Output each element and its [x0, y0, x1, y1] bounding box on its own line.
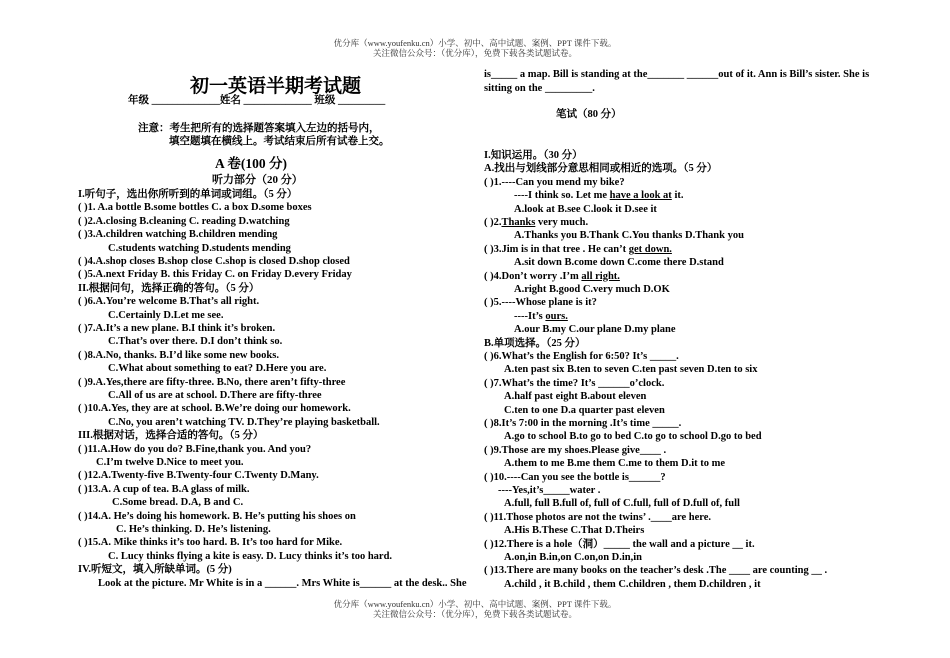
right-line-32: ( )13.There are many books on the teacher’s desk .The ____ are counting __ . — [484, 565, 828, 577]
right-line-26: ----Yes,it’s_____water . — [498, 485, 601, 496]
underlined-phrase: ours. — [545, 310, 568, 322]
right-line-20: C.ten to one D.a quarter past eleven — [504, 404, 665, 416]
right-line-19: A.half past eight B.about eleven — [504, 391, 647, 403]
right-line-7: A.Thanks you B.Thank C.You thanks D.Thank you — [514, 230, 744, 242]
notice-line-1: 注意：考生把所有的选择题答案填入左边的括号内， — [138, 123, 380, 134]
left-line-29: IV.听短文，填入所缺单词。(5 分) — [78, 564, 232, 576]
student-info-fields: 年级 _____________姓名 _____________ 班级 _________ — [128, 95, 386, 106]
left-line-15: ( )9.A.Yes,there are fifty-three. B.No, there aren’t fifty-three — [78, 376, 346, 388]
right-line-4: ----I think so. Let me have a look at it. — [514, 190, 684, 202]
right-line-31: A.on,in B.in,on C.on,on D.in,in — [504, 552, 643, 563]
left-line-3: ( )2.A.closing B.cleaning C. reading D.watching — [78, 215, 290, 227]
right-line-10: ( )4.Don’t worry .I’m all right. — [484, 270, 620, 282]
underlined-phrase: have a look at — [609, 190, 672, 202]
right-line-11: A.right B.good C.very much D.OK — [514, 284, 670, 295]
right-line-9: A.sit down B.come down C.come there D.stand — [514, 257, 724, 269]
underlined-phrase: get down. — [628, 243, 672, 255]
right-line-16: ( )6.What’s the English for 6:50? It’s _____. — [484, 351, 679, 362]
right-line-27: A.full, full B.full of, full of C.full, full of D.full of, full — [504, 498, 740, 510]
left-line-5: C.students watching D.students mending — [108, 242, 291, 254]
right-line-15: B.单项选择。（25 分） — [484, 337, 586, 349]
right-line-5: A.look at B.see C.look it D.see it — [514, 203, 657, 215]
listening-heading: 听力部分（20 分） — [212, 174, 303, 186]
left-line-1: I.听句子，选出你所听到的单词或词组。（5 分） — [78, 189, 298, 200]
written-heading: 笔试（80 分） — [556, 109, 622, 120]
left-line-13: ( )8.A.No, thanks. B.I’d like some new books. — [78, 349, 279, 361]
left-line-22: ( )12.A.Twenty-five B.Twenty-four C.Twenty D.Many. — [78, 470, 319, 482]
exam-title: 初一英语半期考试题 — [190, 76, 362, 97]
notice-line-2: 填空题填在横线上。考试结束后所有试卷上交。 — [169, 136, 390, 147]
left-line-19: III.根据对话，选择合适的答句。（5 分） — [78, 430, 264, 442]
footer-line-2: 关注微信公众号：（优分库），免费下载各类试题试卷。 — [372, 609, 577, 619]
underlined-phrase: all right. — [581, 270, 620, 282]
left-line-28: C. Lucy thinks flying a kite is easy. D. Lucy thinks it’s too hard. — [108, 550, 393, 562]
right-line-1: I.知识运用。（30 分） — [484, 150, 583, 161]
right-line-6: ( )2.Thanks very much. — [484, 217, 589, 228]
left-line-30: Look at the picture. Mr White is in a ______. Mrs White is______ at the desk.. She — [98, 577, 467, 589]
page-footer — [0, 599, 950, 619]
right-line-30: ( )12.There is a hole（洞）_____ the wall and a picture __ it. — [484, 538, 755, 550]
left-line-7: ( )5.A.next Friday B. this Friday C. on Friday D.every Friday — [78, 269, 352, 281]
left-line-9: ( )6.A.You’re welcome B.That’s all right. — [78, 296, 260, 308]
left-line-20: ( )11.A.How do you do? B.Fine,thank you. And you? — [78, 443, 312, 455]
left-line-26: C. He’s thinking. D. He’s listening. — [116, 524, 271, 535]
left-line-27: ( )15.A. Mike thinks it’s too hard. B. It’s too hard for Mike. — [78, 537, 343, 549]
right-line-28: ( )11.Those photos are not the twins’ .____are here. — [484, 511, 712, 523]
left-line-8: II.根据问句，选择正确的答句。（5 分） — [78, 282, 260, 294]
header-line-1: 优分库（www.youfenku.cn）小学、初中、高中试题、案例、PPT 课件下载。 — [333, 38, 617, 48]
passage-continuation-2: sitting on the _________. — [484, 83, 595, 94]
left-line-25: ( )14.A. He’s doing his homework. B. He’s putting his shoes on — [78, 510, 356, 522]
left-line-14: C.What about something to eat? D.Here you are. — [108, 363, 327, 375]
page-header — [0, 38, 950, 58]
left-line-21: C.I’m twelve D.Nice to meet you. — [96, 457, 244, 468]
right-line-29: A.His B.These C.That D.Theirs — [504, 525, 645, 537]
left-line-24: C.Some bread. D.A, B and C. — [112, 497, 244, 509]
right-line-33: A.child , it B.child , them C.children , them D.children , it — [504, 578, 761, 590]
left-line-2: ( )1. A.a bottle B.some bottles C. a box D.some boxes — [78, 202, 312, 214]
right-line-17: A.ten past six B.ten to seven C.ten past seven D.ten to six — [504, 364, 758, 376]
right-line-22: A.go to school B.to go to bed C.to go to school D.go to bed — [504, 431, 762, 443]
underlined-phrase: Thanks — [501, 217, 536, 228]
right-line-25: ( )10.----Can you see the bottle is______? — [484, 471, 666, 483]
header-line-2: 关注微信公众号：（优分库），免费下载各类试题试卷。 — [372, 48, 577, 58]
right-line-14: A.our B.my C.our plane D.my plane — [514, 324, 676, 336]
right-line-23: ( )9.Those are my shoes.Please give____ . — [484, 444, 667, 456]
left-line-11: ( )7.A.It’s a new plane. B.I think it’s broken. — [78, 323, 276, 334]
left-line-17: ( )10.A.Yes, they are at school. B.We’re doing our homework. — [78, 403, 351, 415]
left-line-12: C.That’s over there. D.I don’t think so. — [108, 336, 283, 348]
right-line-21: ( )8.It’s 7:00 in the morning .It’s time _____. — [484, 418, 682, 429]
right-line-3: ( )1.----Can you mend my bike? — [484, 176, 625, 188]
footer-line-1: 优分库（www.youfenku.cn）小学、初中、高中试题、案例、PPT 课件下载。 — [333, 599, 617, 609]
left-line-18: C.No, you aren’t watching TV. D.They’re playing basketball. — [108, 416, 380, 428]
left-line-10: C.Certainly D.Let me see. — [108, 309, 224, 321]
right-line-24: A.them to me B.me them C.me to them D.it to me — [504, 458, 726, 470]
left-line-16: C.All of us are at school. D.There are fifty-three — [108, 390, 322, 401]
right-line-12: ( )5.----Whose plane is it? — [484, 297, 597, 309]
passage-continuation-1: is_____ a map. Bill is standing at the_______ ______out of it. Ann is Bill’s sister. She is — [484, 69, 870, 80]
right-line-18: ( )7.What’s the time? It’s ______o’clock. — [484, 377, 665, 389]
left-line-4: ( )3.A.children watching B.children mending — [78, 229, 278, 241]
right-line-2: A.找出与划线部分意思相同或相近的选项。（5 分） — [484, 163, 718, 175]
volume-heading: A 卷(100 分) — [215, 156, 287, 171]
right-line-8: ( )3.Jim is in that tree . He can’t get down. — [484, 243, 672, 255]
left-line-6: ( )4.A.shop closes B.shop close C.shop is closed D.shop closed — [78, 256, 350, 267]
left-line-23: ( )13.A. A cup of tea. B.A glass of milk. — [78, 483, 250, 495]
right-line-13: ----It’s ours. — [514, 310, 568, 322]
